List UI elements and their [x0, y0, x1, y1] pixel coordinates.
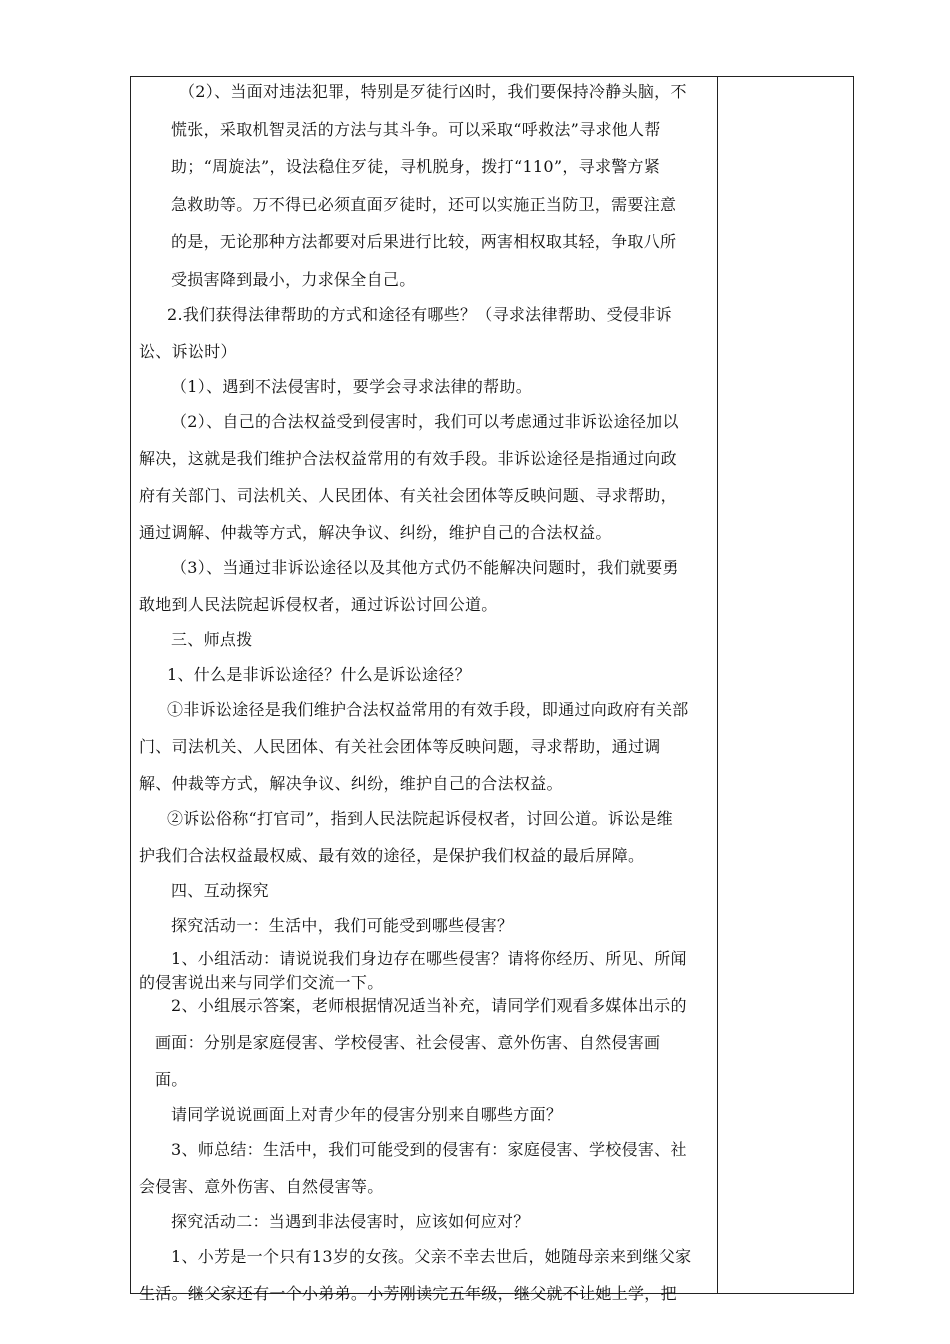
text-line: 1、什么是非诉讼途径？什么是诉讼途径？	[167, 665, 471, 684]
text-line: 四、互动探究	[171, 881, 269, 900]
text-line: 探究活动二：当遇到非法侵害时，应该如何应对？	[171, 1212, 530, 1231]
text-line: 解决，这就是我们维护合法权益常用的有效手段。非诉讼途径是指通过向政	[139, 449, 677, 468]
text-line: 通过调解、仲裁等方式，解决争议、纠纷，维护自己的合法权益。	[139, 523, 612, 542]
notes-cell	[718, 77, 853, 1293]
text-line: 敢地到人民法院起诉侵权者，通过诉讼讨回公道。	[139, 595, 498, 614]
text-line: 的侵害说出来与同学们交流一下。	[139, 973, 384, 992]
text-line: 讼、诉讼时）	[139, 342, 237, 361]
text-line: 助；“周旋法”，设法稳住歹徒，寻机脱身，拨打“110”，寻求警方紧	[171, 157, 661, 176]
text-line: 画面：分别是家庭侵害、学校侵害、社会侵害、意外伤害、自然侵害画	[155, 1033, 661, 1052]
text-line: （2）、当面对违法犯罪，特别是歹徒行凶时，我们要保持冷静头脑，不	[179, 82, 687, 101]
text-line: 三、师点拨	[171, 630, 253, 649]
text-line: 请同学说说画面上对青少年的侵害分别来自哪些方面？	[171, 1105, 563, 1124]
lesson-content-cell	[131, 77, 717, 1303]
text-line: 的是，无论那种方法都要对后果进行比较，两害相权取其轻，争取八所	[171, 232, 677, 251]
text-line: 受损害降到最小，力求保全自己。	[171, 270, 416, 289]
text-line: 府有关部门、司法机关、人民团体、有关社会团体等反映问题、寻求帮助，	[139, 486, 677, 505]
text-line: 面。	[155, 1070, 188, 1089]
text-line: 解、仲裁等方式，解决争议、纠纷，维护自己的合法权益。	[139, 774, 563, 793]
text-line: （2）、自己的合法权益受到侵害时，我们可以考虑通过非诉讼途径加以	[171, 412, 679, 431]
text-line: 急救助等。万不得已必须直面歹徒时，还可以实施正当防卫，需要注意	[171, 195, 677, 214]
text-line: ①非诉讼途径是我们维护合法权益常用的有效手段，即通过向政府有关部	[167, 700, 689, 719]
text-line: 慌张，采取机智灵活的方法与其斗争。可以采取“呼救法”寻求他人帮	[171, 120, 661, 139]
text-line: （1）、遇到不法侵害时，要学会寻求法律的帮助。	[171, 377, 533, 396]
text-line: 2、小组展示答案，老师根据情况适当补充，请同学们观看多媒体出示的	[171, 996, 687, 1015]
text-line: 1、小组活动：请说说我们身边存在哪些侵害？请将你经历、所见、所闻	[171, 949, 687, 968]
text-line: （3）、当通过非诉讼途径以及其他方式仍不能解决问题时，我们就要勇	[171, 558, 679, 577]
text-line: 会侵害、意外伤害、自然侵害等。	[139, 1177, 384, 1196]
text-line: 生活。继父家还有一个小弟弟。小芳刚读完五年级，继父就不让她上学，把	[139, 1284, 677, 1303]
text-line: 探究活动一：生活中，我们可能受到哪些侵害？	[171, 916, 514, 935]
lesson-plan-table	[130, 76, 854, 1303]
text-line: 3、师总结：生活中，我们可能受到的侵害有：家庭侵害、学校侵害、社	[171, 1140, 687, 1159]
text-line: ②诉讼俗称“打官司”，指到人民法院起诉侵权者，讨回公道。诉讼是维	[167, 809, 673, 828]
text-line: 护我们合法权益最权威、最有效的途径，是保护我们权益的最后屏障。	[139, 846, 645, 865]
text-line: 门、司法机关、人民团体、有关社会团体等反映问题，寻求帮助，通过调	[139, 737, 661, 756]
text-line: 2.我们获得法律帮助的方式和途径有哪些？（寻求法律帮助、受侵非诉	[167, 305, 672, 324]
text-line: 1、小芳是一个只有13岁的女孩。父亲不幸去世后，她随母亲来到继父家	[171, 1247, 692, 1266]
